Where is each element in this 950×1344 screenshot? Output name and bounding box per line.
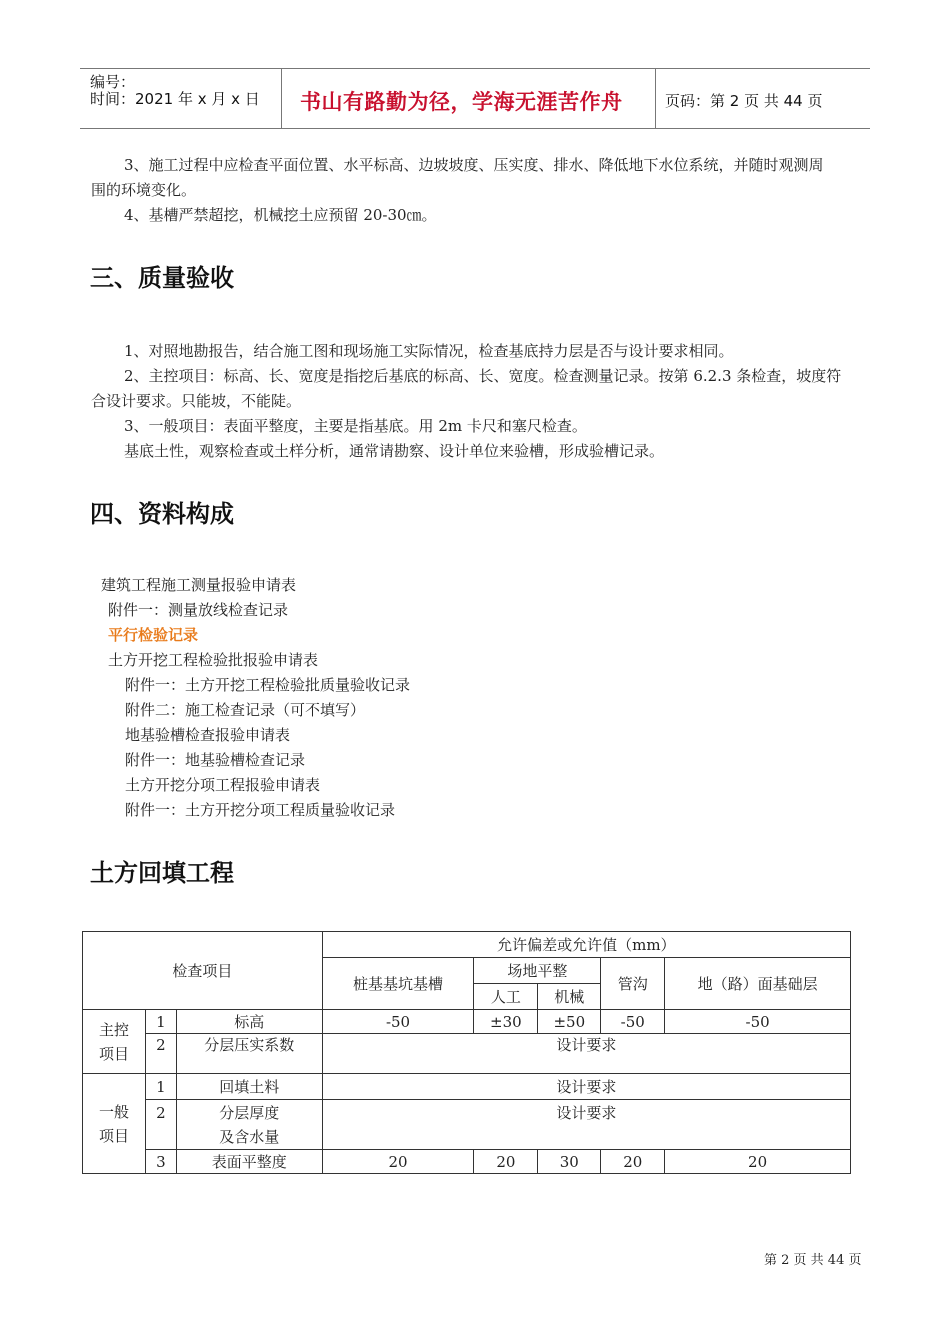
doc-item: 附件一：土方开挖分项工程质量验收记录 [125,801,396,819]
header-pile-pit: 桩基基坑基槽 [322,958,474,1010]
cell-pile: -50 [322,1010,474,1034]
header-bottom-rule [80,128,870,129]
row-number: 1 [145,1074,176,1100]
time-label: 时间：2021 年 x 月 x 日 [90,90,260,108]
header-check-item: 检查项目 [83,932,323,1010]
cell-pile: 20 [322,1150,474,1174]
cell-trench: -50 [601,1010,665,1034]
row-number: 3 [145,1150,176,1174]
doc-item: 土方开挖工程检验批报验申请表 [108,651,319,669]
table-row [83,1100,851,1150]
row-name: 表面平整度 [176,1150,322,1174]
cell-ground: -50 [665,1010,851,1034]
page-label: 页码：第 2 页 共 44 页 [665,92,823,110]
cell-design-requirement: 设计要求 [322,1074,850,1100]
row-name: 分层厚度 及含水量 [176,1100,322,1150]
overexcavation-line: 4、基槽严禁超挖，机械挖土应预留 20-30㎝。 [124,206,437,224]
header-ground-base: 地（路）面基础层 [665,958,851,1010]
cell-trench: 20 [601,1150,665,1174]
quality-line-4: 3、一般项目：表面平整度，主要是指基底。用 2m 卡尺和塞尺检查。 [124,417,587,435]
quality-line-1: 1、对照地勘报告，结合施工图和现场施工实际情况，检查基底持力层是否与设计要求相同。 [124,342,734,360]
doc-item: 附件二：施工检查记录（可不填写） [125,701,366,719]
cell-design-requirement: 设计要求 [322,1034,850,1074]
page-footer: 第 2 页 共 44 页 [764,1253,862,1268]
cell-manual: ±30 [474,1010,538,1034]
row-name: 分层压实系数 [176,1034,322,1074]
header-site-leveling: 场地平整 [474,958,601,984]
doc-item: 附件一：地基验槽检查记录 [125,751,306,769]
row-number: 2 [145,1034,176,1074]
row-number: 1 [145,1010,176,1034]
header-machine: 机械 [538,984,601,1010]
section-heading-earth-backfill: 土方回填工程 [90,859,234,887]
cell-manual: 20 [474,1150,538,1174]
section-heading-document-composition: 四、资料构成 [90,500,234,528]
table-row [83,1074,851,1100]
doc-item: 附件一：测量放线检查记录 [108,601,289,619]
doc-item: 建筑工程施工测量报验申请表 [101,576,297,594]
cell-design-requirement: 设计要求 [322,1100,850,1150]
doc-item: 附件一：土方开挖工程检验批质量验收记录 [125,676,411,694]
header-allowance: 允许偏差或允许值（mm） [322,932,850,958]
row-name: 标高 [176,1010,322,1034]
group-main-control: 主控项目 [83,1010,146,1074]
header-divider-left [281,68,282,129]
group-general: 一般项目 [83,1074,146,1174]
section-heading-quality-acceptance: 三、质量验收 [90,264,234,292]
doc-item: 土方开挖分项工程报验申请表 [125,776,321,794]
row-number: 2 [145,1100,176,1150]
header-divider-right [655,68,656,129]
cell-ground: 20 [665,1150,851,1174]
construction-check-line-2: 围的环境变化。 [91,181,197,199]
table-row [83,1010,851,1034]
quality-line-3: 合设计要求。只能坡，不能陡。 [91,392,302,410]
row-name: 回填土料 [176,1074,322,1100]
backfill-tolerance-table [82,931,851,1174]
construction-check-line-1: 3、施工过程中应检查平面位置、水平标高、边坡坡度、压实度、排水、降低地下水位系统，并随时观测周 [124,156,824,174]
table-row [83,1150,851,1174]
doc-item: 地基验槽检查报验申请表 [125,726,291,744]
cell-machine: ±50 [538,1010,601,1034]
header-motto: 书山有路勤为径，学海无涯苦作舟 [300,90,623,114]
serial-label: 编号： [90,73,136,91]
quality-line-2: 2、主控项目：标高、长、宽度是指挖后基底的标高、长、宽度。检查测量记录。按第 6.2.3 条检查，坡度符 [124,367,842,385]
doc-item-highlighted: 平行检验记录 [108,626,199,644]
header-manual: 人工 [474,984,538,1010]
header-top-rule [80,68,870,69]
header-trench: 管沟 [601,958,665,1010]
cell-machine: 30 [538,1150,601,1174]
quality-line-5: 基底土性，观察检查或土样分析，通常请勘察、设计单位来验槽，形成验槽记录。 [124,442,665,460]
table-row [83,1034,851,1074]
